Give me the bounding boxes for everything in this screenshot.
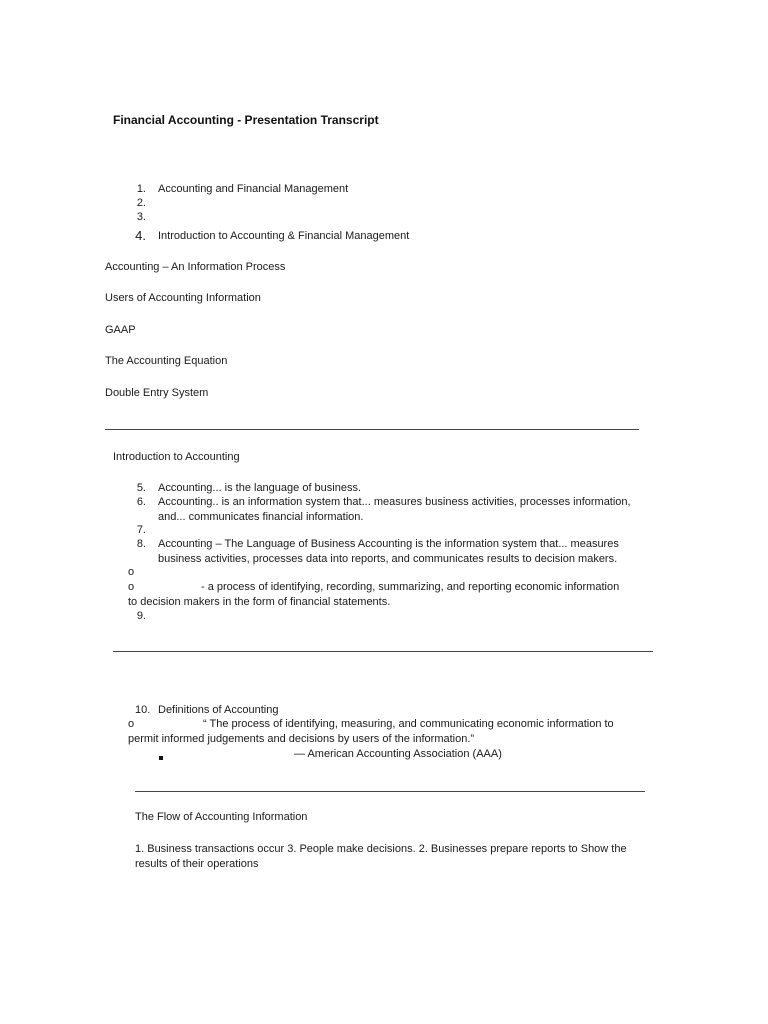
topic-line: The Accounting Equation — [105, 355, 228, 367]
list-number: 5. — [136, 482, 146, 494]
list-item: Accounting and Financial Management — [158, 183, 349, 195]
list-item-line: and... communicates financial information. — [158, 511, 364, 523]
list-item: Accounting... is the language of business. — [158, 482, 362, 494]
topic-line: GAAP — [105, 324, 136, 336]
list-item-line: Accounting.. is an information system that... measures business activities, processes information, — [158, 496, 631, 508]
quote-line: permit informed judgements and decisions by users of the information.” — [128, 733, 475, 745]
paragraph-line: to decision makers in the form of financial statements. — [128, 596, 391, 608]
list-number: 1. — [136, 183, 146, 195]
sub-bullet: o — [128, 566, 135, 578]
list-number: 3. — [136, 211, 146, 223]
list-item-line: Accounting – The Language of Business Accounting is the information system that... measures — [158, 538, 619, 550]
quote-line: “ The process of identifying, measuring, and communicating economic information to — [203, 718, 614, 730]
square-bullet-icon — [159, 751, 163, 763]
sub-bullet: o — [128, 718, 135, 730]
topic-line: Double Entry System — [105, 387, 209, 399]
paragraph-line: results of their operations — [135, 858, 259, 870]
list-number: 4. — [135, 228, 146, 243]
paragraph-line: 1. Business transactions occur 3. People make decisions. 2. Businesses prepare reports to Show the — [135, 843, 627, 855]
section-heading: Introduction to Accounting — [113, 451, 240, 463]
topic-line: Users of Accounting Information — [105, 292, 261, 304]
attribution: — American Accounting Association (AAA) — [294, 748, 502, 760]
page-title: Financial Accounting - Presentation Transcript — [113, 113, 379, 127]
divider — [113, 651, 653, 652]
section-heading: The Flow of Accounting Information — [135, 811, 308, 823]
list-item-line: business activities, processes data into reports, and communicates results to decision makers. — [158, 553, 618, 565]
list-number: 2. — [136, 197, 146, 209]
list-number: 10. — [135, 704, 151, 716]
list-number: 6. — [136, 496, 146, 508]
sub-bullet: o — [128, 581, 135, 593]
list-item: Introduction to Accounting & Financial Management — [158, 230, 410, 242]
divider — [135, 791, 645, 792]
divider — [105, 429, 639, 430]
paragraph-line: - a process of identifying, recording, summarizing, and reporting economic information — [201, 581, 620, 593]
list-number: 9. — [136, 610, 146, 622]
section-heading: Definitions of Accounting — [158, 704, 279, 716]
topic-line: Accounting – An Information Process — [105, 261, 286, 273]
list-number: 8. — [136, 538, 146, 550]
list-number: 7. — [136, 524, 146, 536]
